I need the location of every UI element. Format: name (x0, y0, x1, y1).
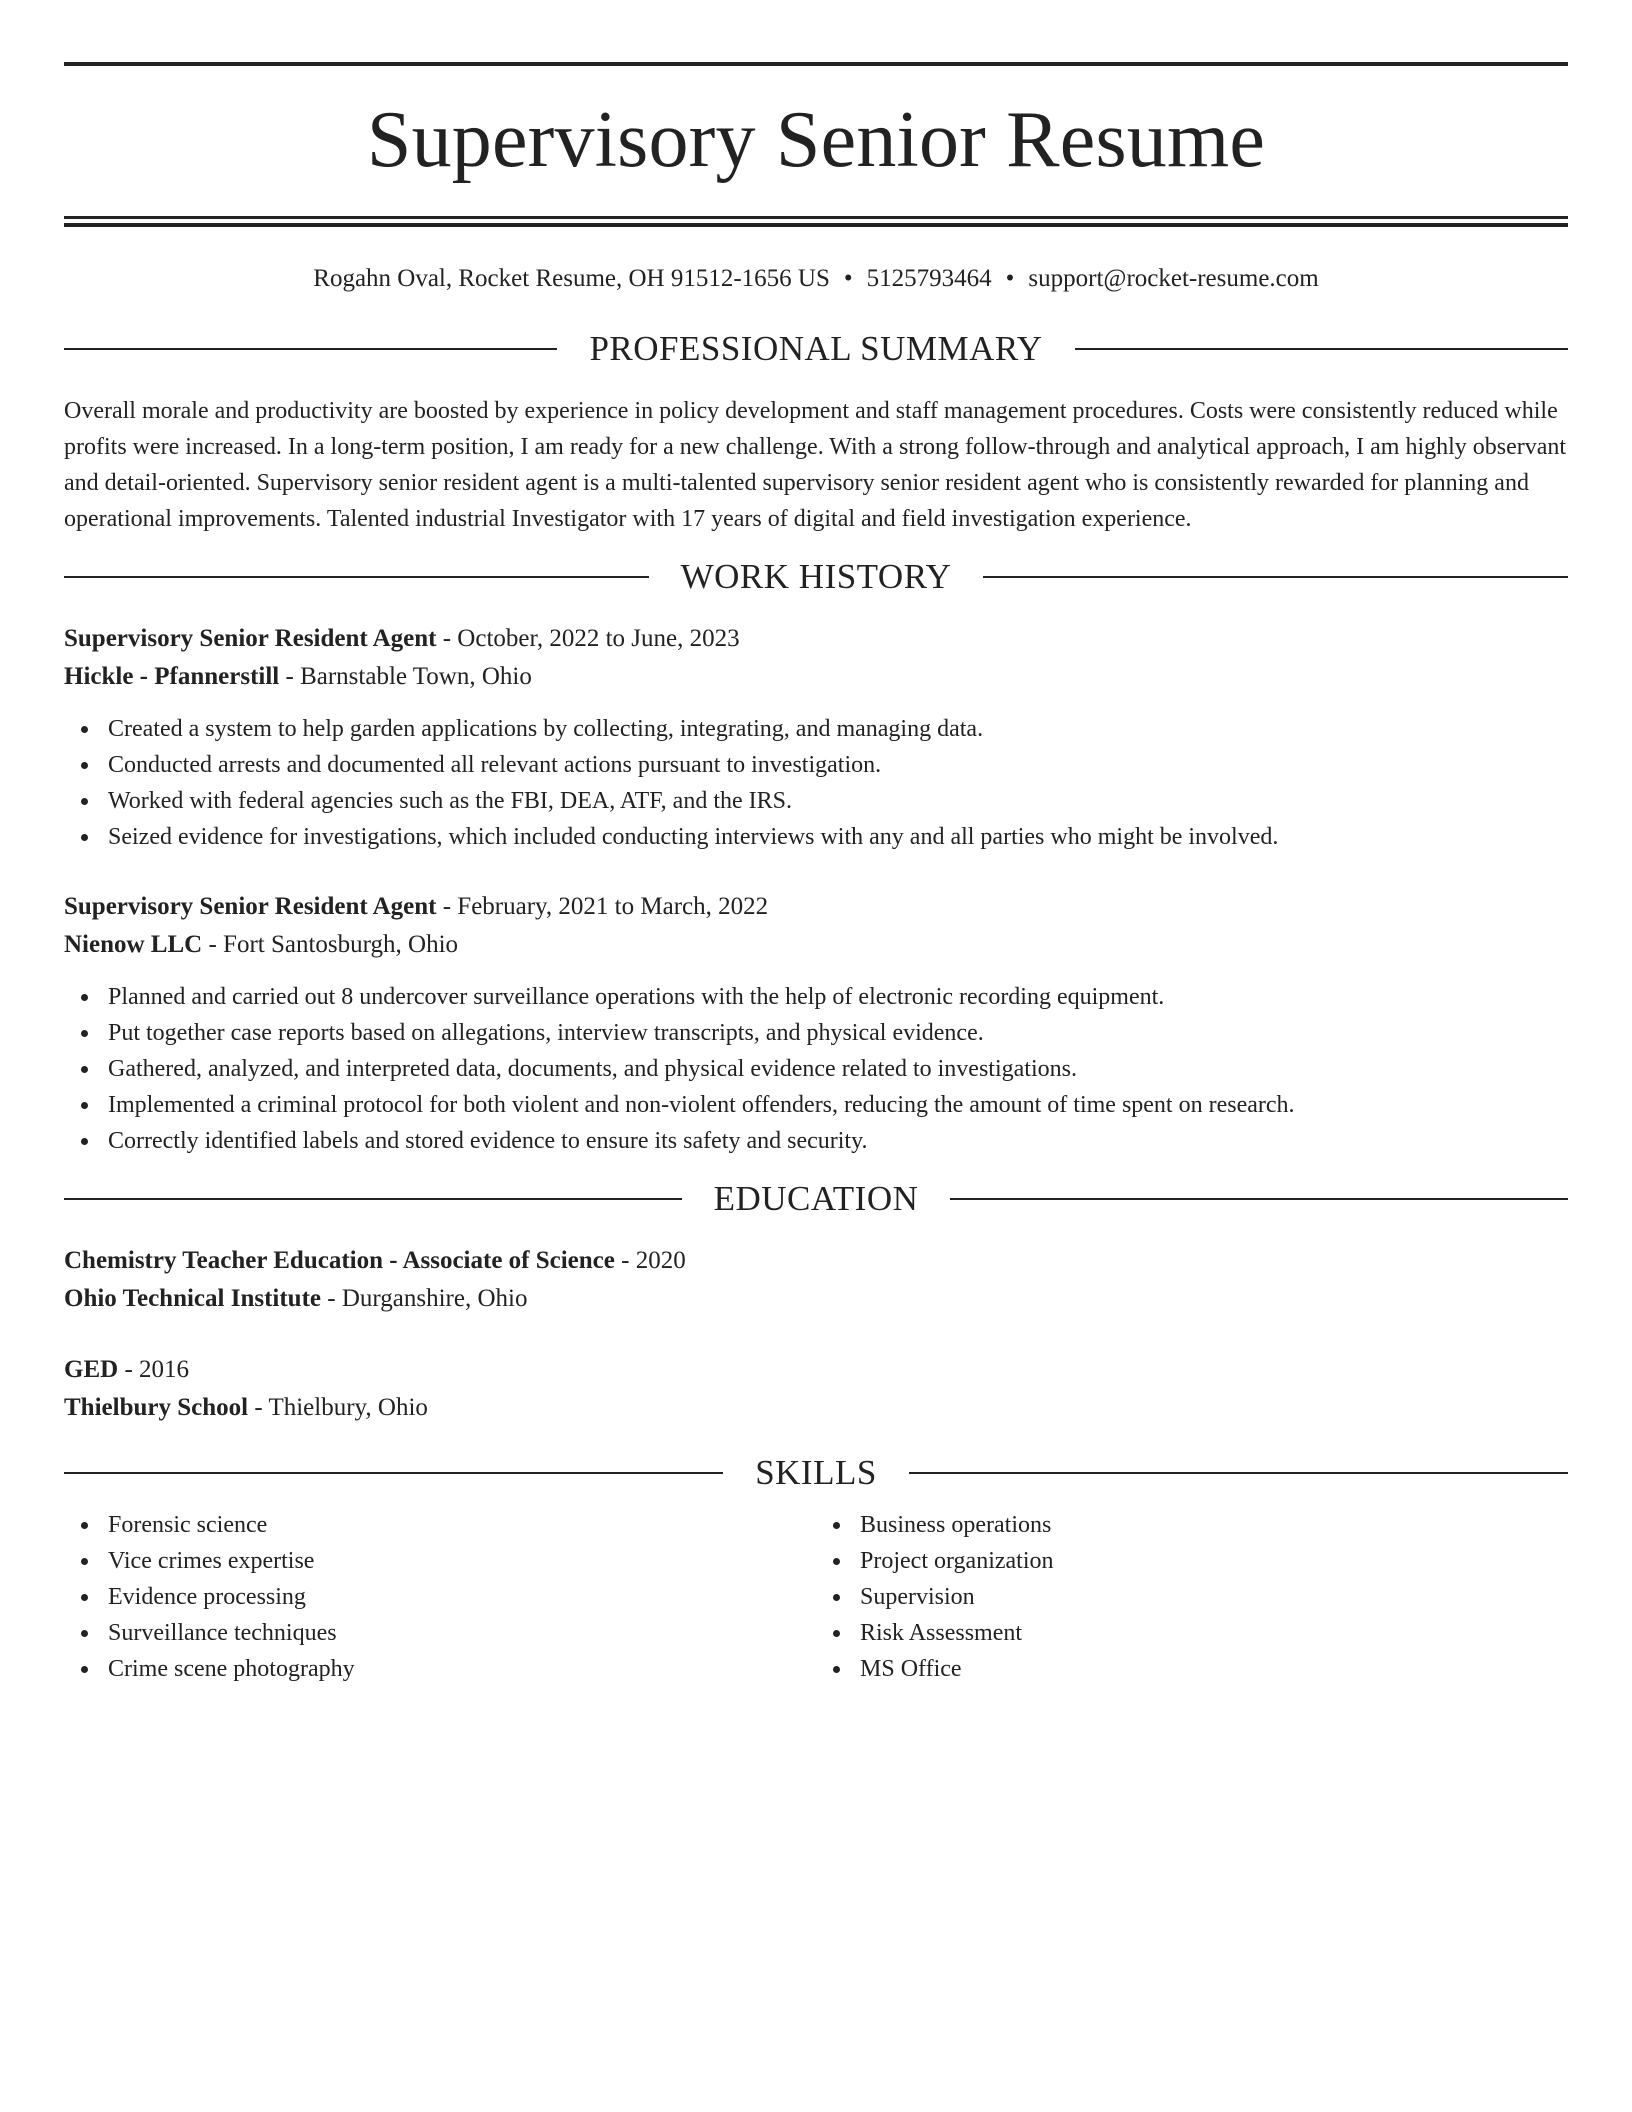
work-entry (64, 620, 1568, 855)
job-title-line (64, 888, 1568, 926)
list-item: Created a system to help garden applications by collecting, integrating, and managing data. (108, 711, 1568, 747)
contact-phone: 5125793464 (866, 265, 992, 292)
skill-item: Business operations (860, 1507, 1568, 1543)
skill-item: Vice crimes expertise (108, 1543, 816, 1579)
list-item: Planned and carried out 8 undercover surveillance operations with the help of electronic recording equipment. (108, 979, 1568, 1015)
job-title-line (64, 620, 1568, 658)
school-name: Thielbury School (64, 1394, 249, 1421)
skill-item: Surveillance techniques (108, 1615, 816, 1651)
education-entry (64, 1242, 1568, 1318)
degree-year: - 2020 (614, 1247, 686, 1274)
heading-rule-right (909, 1472, 1568, 1474)
list-item: Seized evidence for investigations, which included conducting interviews with any and all parties who might be involved. (108, 819, 1568, 855)
degree-line (64, 1242, 1568, 1280)
heading-rule-right (1075, 348, 1568, 350)
employer-location: - Fort Santosburgh, Ohio (202, 931, 459, 958)
job-dates: - February, 2021 to March, 2022 (436, 893, 769, 920)
job-title: Supervisory Senior Resident Agent (64, 625, 437, 652)
contact-separator: • (843, 265, 853, 292)
skill-item: Crime scene photography (108, 1651, 816, 1687)
section-heading-education (64, 1179, 1568, 1219)
list-item: Conducted arrests and documented all relevant actions pursuant to investigation. (108, 747, 1568, 783)
skill-item: Evidence processing (108, 1579, 816, 1615)
section-heading-summary (64, 329, 1568, 369)
school-location: - Thielbury, Ohio (248, 1394, 428, 1421)
school-line (64, 1280, 1568, 1318)
heading-rule-left (64, 1472, 723, 1474)
degree-line (64, 1351, 1568, 1389)
job-title: Supervisory Senior Resident Agent (64, 893, 437, 920)
heading-rule-left (64, 348, 557, 350)
school-name: Ohio Technical Institute (64, 1285, 321, 1312)
summary-paragraph: Overall morale and productivity are boosted by experience in policy development and staff management procedures. Costs were consistently reduced while profits were increased. In a long-term position, I am ready for a new challenge. With a strong follow-through and analytical approach, I am highly observant and detail-oriented. Supervisory senior resident agent is a multi-talented supervisory senior resident agent who is consistently rewarded for planning and operational improvements. Talented industrial Investigator with 17 years of digital and field investigation experience. (64, 398, 1567, 532)
job-duties-list (64, 711, 1568, 855)
list-item: Implemented a criminal protocol for both violent and non-violent offenders, reducing the amount of time spent on research. (108, 1087, 1568, 1123)
employer-name: Hickle - Pfannerstill (64, 663, 280, 690)
contact-address: Rogahn Oval, Rocket Resume, OH 91512-1656 US (313, 265, 830, 292)
employer-location: - Barnstable Town, Ohio (279, 663, 532, 690)
section-title: WORK HISTORY (680, 557, 952, 596)
skills-grid (64, 1507, 1568, 1687)
skill-item: MS Office (860, 1651, 1568, 1687)
employer-line (64, 658, 1568, 696)
skill-item: Project organization (860, 1543, 1568, 1579)
skill-item: Forensic science (108, 1507, 816, 1543)
list-item: Gathered, analyzed, and interpreted data, documents, and physical evidence related to investigations. (108, 1051, 1568, 1087)
header-top-rule (64, 62, 1568, 66)
skill-item: Risk Assessment (860, 1615, 1568, 1651)
list-item: Put together case reports based on allegations, interview transcripts, and physical evidence. (108, 1015, 1568, 1051)
page-title: Supervisory Senior Resume (366, 96, 1266, 184)
contact-email: support@rocket-resume.com (1028, 265, 1319, 292)
heading-rule-left (64, 576, 649, 578)
degree-name: Chemistry Teacher Education - Associate of Science (64, 1247, 615, 1274)
header-double-rule (64, 216, 1568, 227)
heading-rule-right (983, 576, 1568, 578)
list-item: Worked with federal agencies such as the FBI, DEA, ATF, and the IRS. (108, 783, 1568, 819)
job-dates: - October, 2022 to June, 2023 (436, 625, 740, 652)
contact-separator: • (1005, 265, 1015, 292)
skills-list-right (816, 1507, 1568, 1687)
education-entry (64, 1351, 1568, 1427)
work-entry (64, 888, 1568, 1159)
skill-item: Supervision (860, 1579, 1568, 1615)
degree-year: - 2016 (118, 1356, 190, 1383)
skills-list-left (64, 1507, 816, 1687)
degree-name: GED (64, 1356, 119, 1383)
list-item: Correctly identified labels and stored evidence to ensure its safety and security. (108, 1123, 1568, 1159)
section-title: PROFESSIONAL SUMMARY (589, 329, 1043, 368)
section-heading-skills (64, 1453, 1568, 1493)
section-title: EDUCATION (713, 1179, 919, 1218)
heading-rule-left (64, 1198, 682, 1200)
employer-line (64, 926, 1568, 964)
employer-name: Nienow LLC (64, 931, 203, 958)
school-line (64, 1389, 1568, 1427)
job-duties-list (64, 979, 1568, 1159)
contact-line (64, 263, 1568, 295)
section-heading-work (64, 557, 1568, 597)
heading-rule-right (950, 1198, 1568, 1200)
school-location: - Durganshire, Ohio (321, 1285, 528, 1312)
section-title: SKILLS (755, 1453, 877, 1492)
